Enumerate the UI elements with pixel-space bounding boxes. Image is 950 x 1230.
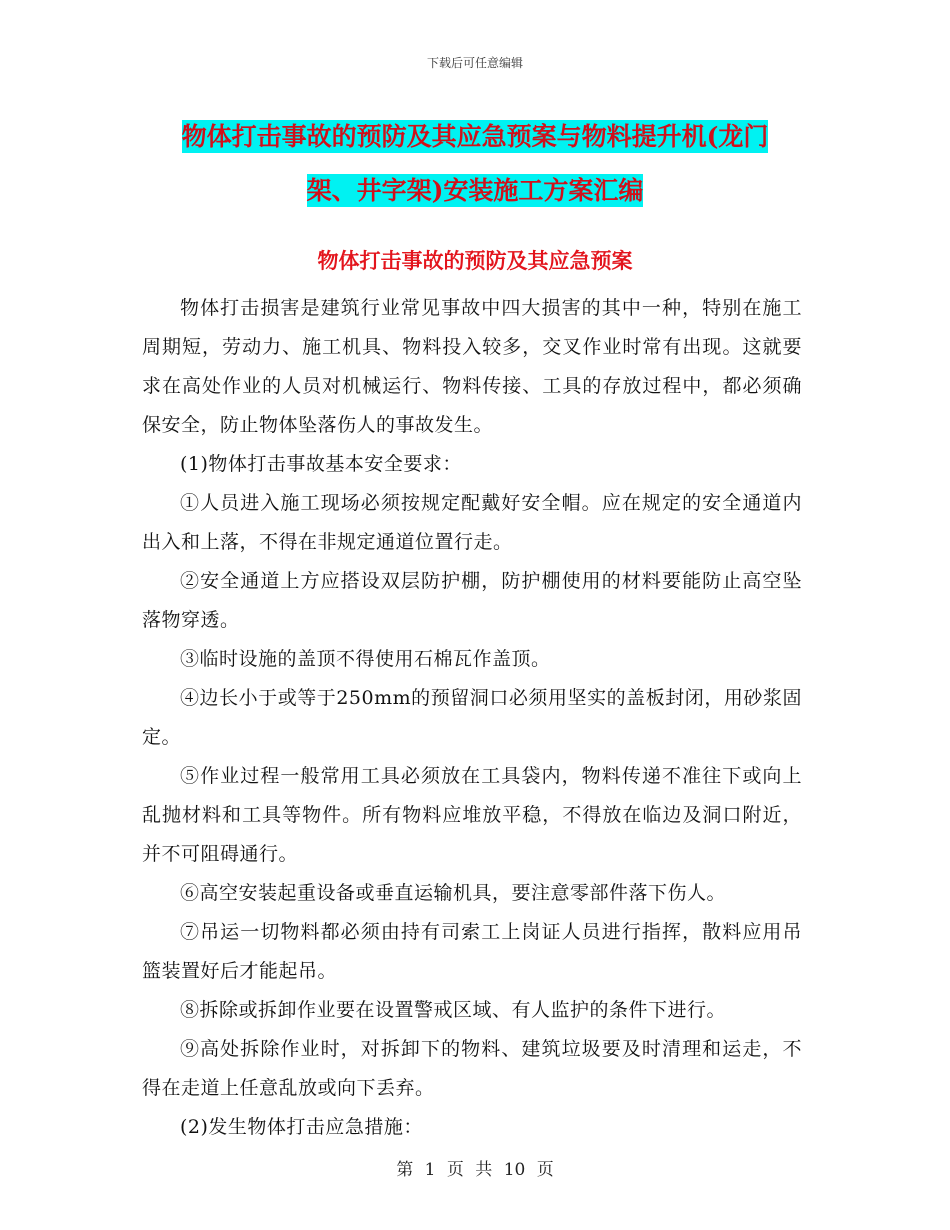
section-title: 物体打击事故的预防及其应急预案 bbox=[317, 248, 633, 273]
paragraph: ⑦吊运一切物料都必须由持有司索工上岗证人员进行指挥，散料应用吊篮装置好后才能起吊。 bbox=[142, 921, 802, 982]
paragraph: (2)发生物体打击应急措施： bbox=[180, 1116, 423, 1138]
document-title-line-1: 物体打击事故的预防及其应急预案与物料提升机(龙门 bbox=[181, 122, 769, 151]
body-text bbox=[142, 289, 802, 1147]
paragraph: ②安全通道上方应搭设双层防护棚，防护棚使用的材料要能防止高空坠落物穿透。 bbox=[142, 570, 802, 631]
paragraph: ③临时设施的盖顶不得使用石棉瓦作盖顶。 bbox=[180, 648, 551, 670]
document-title-line-2: 架、井字架)安装施工方案汇编 bbox=[306, 176, 644, 205]
paragraph: ⑨高处拆除作业时，对拆卸下的物料、建筑垃圾要及时清理和运走，不得在走道上任意乱放或向下丢弃。 bbox=[142, 1038, 802, 1099]
paragraph: ⑥高空安装起重设备或垂直运输机具，要注意零部件落下伤人。 bbox=[180, 882, 727, 904]
paragraph: (1)物体打击事故基本安全要求： bbox=[180, 453, 462, 475]
page-header: 下载后可任意编辑 bbox=[426, 56, 523, 70]
paragraph: ⑤作业过程一般常用工具必须放在工具袋内，物料传递不准往下或向上乱抛材料和工具等物件。所有物料应堆放平稳，不得放在临边及洞口附近，并不可阻碍通行。 bbox=[142, 765, 802, 865]
page-footer: 第 1 页 共 10 页 bbox=[396, 1160, 554, 1180]
paragraph: ④边长小于或等于250mm的预留洞口必须用坚实的盖板封闭，用砂浆固定。 bbox=[142, 687, 802, 748]
document-title bbox=[0, 110, 950, 218]
paragraph: ①人员进入施工现场必须按规定配戴好安全帽。应在规定的安全通道内出入和上落，不得在非规定通道位置行走。 bbox=[142, 492, 802, 553]
paragraph: 物体打击损害是建筑行业常见事故中四大损害的其中一种，特别在施工周期短，劳动力、施工机具、物料投入较多，交叉作业时常有出现。这就要求在高处作业的人员对机械运行、物料传接、工具的存放过程中，都必须确保安全，防止物体坠落伤人的事故发生。 bbox=[142, 297, 802, 436]
paragraph: ⑧拆除或拆卸作业要在设置警戒区域、有人监护的条件下进行。 bbox=[180, 999, 727, 1021]
